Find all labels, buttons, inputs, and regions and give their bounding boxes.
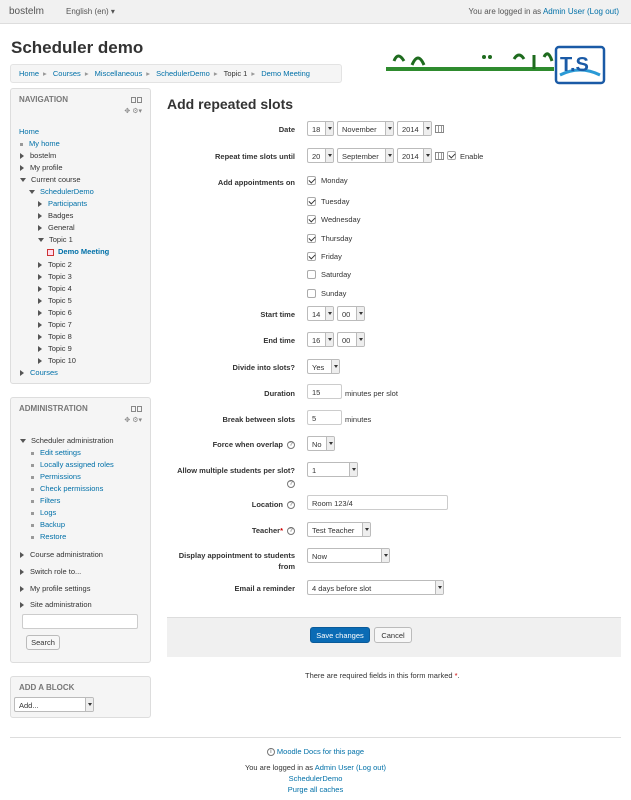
nav-topic-9[interactable] <box>38 344 72 353</box>
block-dock-icon[interactable] <box>130 96 142 103</box>
display-value: Now <box>312 552 328 561</box>
chevron-right-icon <box>20 602 24 608</box>
help-icon[interactable]: ? <box>287 441 295 449</box>
admin-backup[interactable] <box>31 520 65 529</box>
thursday-checkbox[interactable] <box>307 234 316 243</box>
nav-topic-2[interactable] <box>38 260 72 269</box>
display-select[interactable] <box>307 548 390 563</box>
breadcrumb-miscellaneous[interactable]: Miscellaneous <box>94 69 143 78</box>
end-hour-value: 16 <box>312 336 321 345</box>
end-minute-value: 00 <box>342 336 351 345</box>
required-fields-note: There are required fields in this form marked *. <box>305 671 460 680</box>
chevron-right-icon <box>38 274 42 280</box>
calendar-icon[interactable] <box>435 125 444 133</box>
nav-topic-1-label: Topic 1 <box>49 235 73 244</box>
email-reminder-label: Email a reminder <box>234 584 295 593</box>
admin-check-permissions-label[interactable]: Check permissions <box>40 484 104 493</box>
saturday-checkbox[interactable] <box>307 270 316 279</box>
caret-down-icon <box>384 554 388 557</box>
help-icon[interactable]: ? <box>287 527 295 535</box>
navigation-block <box>10 88 151 384</box>
add-block-select[interactable] <box>14 697 94 712</box>
date-year-select[interactable] <box>397 121 432 136</box>
nav-topic-label: Topic 2 <box>48 260 72 269</box>
tuesday-checkbox[interactable] <box>307 197 316 206</box>
nav-course[interactable] <box>29 187 94 196</box>
caret-down-icon <box>329 442 333 445</box>
admin-backup-label[interactable]: Backup <box>40 520 66 529</box>
footer-course <box>0 774 631 783</box>
chevron-right-icon <box>38 358 42 364</box>
breadcrumb-separator: ▸ <box>43 69 47 78</box>
start-hour-value: 14 <box>312 310 321 319</box>
divide-select[interactable] <box>307 359 340 374</box>
admin-switch-role-label: Switch role to... <box>30 567 82 576</box>
cancel-button[interactable]: Cancel <box>374 627 412 643</box>
caret-down-icon <box>426 154 430 157</box>
friday-checkbox[interactable] <box>307 252 316 261</box>
required-note-text: There are required fields in this form marked <box>305 671 453 680</box>
chevron-right-icon <box>20 153 24 159</box>
help-icon[interactable]: ? <box>287 480 295 488</box>
start-minute-value: 00 <box>342 310 351 319</box>
footer-course-link[interactable]: SchedulerDemo <box>288 774 343 783</box>
nav-courses-label[interactable]: Courses <box>30 368 58 377</box>
location-label <box>252 500 295 509</box>
admin-edit-settings-label[interactable]: Edit settings <box>40 448 81 457</box>
nav-demo-meeting[interactable] <box>47 247 109 256</box>
nav-topic-label: Topic 7 <box>48 320 72 329</box>
chevron-down-icon: ▾ <box>110 7 115 16</box>
nav-bostelm[interactable] <box>20 151 56 160</box>
admin-local-roles-label[interactable]: Locally assigned roles <box>40 460 114 469</box>
nav-topic-5[interactable] <box>38 296 72 305</box>
nav-current-course-label: Current course <box>31 175 81 184</box>
sunday-checkbox[interactable] <box>307 289 316 298</box>
nav-demo-meeting-label[interactable]: Demo Meeting <box>58 247 110 256</box>
date-label: Date <box>278 125 295 134</box>
thursday-label: Thursday <box>321 234 353 243</box>
nav-current-course[interactable] <box>20 175 81 184</box>
display-label-line-2: from <box>278 562 295 571</box>
navigation-block-title: NAVIGATION <box>19 95 69 104</box>
saturday-label: Saturday <box>321 270 352 279</box>
svg-text:T.S: T.S <box>560 54 589 76</box>
chevron-right-icon <box>20 165 24 171</box>
breadcrumb-topic: Topic 1 <box>223 69 248 78</box>
nav-topic-label: Topic 4 <box>48 284 72 293</box>
admin-logs-label[interactable]: Logs <box>40 508 57 517</box>
location-input[interactable]: Room 123/4 <box>307 495 448 510</box>
wednesday-checkbox[interactable] <box>307 215 316 224</box>
admin-restore-label[interactable]: Restore <box>40 532 67 541</box>
language-label: English (en) <box>66 7 109 16</box>
breadcrumb-separator: ▸ <box>84 69 89 78</box>
save-changes-button[interactable]: Save changes <box>310 627 370 643</box>
move-gear-icon[interactable]: ✥ ⚙▾ <box>124 108 142 115</box>
teacher-label-text: Teacher <box>251 526 281 535</box>
admin-switch-role[interactable] <box>20 567 81 576</box>
nav-courses[interactable] <box>20 368 58 377</box>
repeat-year-select[interactable] <box>397 148 432 163</box>
bullet-icon <box>31 452 34 455</box>
moodle-docs-link[interactable]: Moodle Docs for this page <box>276 747 365 756</box>
duration-label: Duration <box>264 389 295 398</box>
required-asterisk: * <box>454 671 458 680</box>
divide-value: Yes <box>312 363 325 372</box>
chevron-right-icon <box>20 552 24 558</box>
caret-down-icon <box>328 312 332 315</box>
wednesday-label: Wednesday <box>321 215 361 224</box>
nav-topic-label: Topic 5 <box>48 296 72 305</box>
chevron-down-icon <box>29 190 35 194</box>
nav-topic-label: Topic 3 <box>48 272 72 281</box>
repeat-enable-label: Enable <box>460 152 484 161</box>
admin-logs[interactable] <box>31 508 56 517</box>
force-overlap-select[interactable] <box>307 436 335 451</box>
admin-search-input[interactable] <box>22 614 138 629</box>
date-day-select[interactable] <box>307 121 334 136</box>
caret-down-icon <box>359 338 363 341</box>
chevron-right-icon <box>38 298 42 304</box>
repeat-month-select[interactable] <box>337 148 394 163</box>
footer-login-info <box>0 763 631 772</box>
nav-topic-1[interactable] <box>38 235 73 244</box>
nav-general-label: General <box>48 223 75 232</box>
email-reminder-value: 4 days before slot <box>312 584 372 593</box>
repeat-year-value: 2014 <box>402 152 419 161</box>
login-prefix: You are logged in as <box>468 7 542 16</box>
multi-students-label: Allow multiple students per slot? <box>177 466 295 475</box>
bullet-icon <box>31 524 34 527</box>
force-overlap-value: No <box>312 440 322 449</box>
monday-label: Monday <box>321 176 348 185</box>
admin-profile-settings-label: My profile settings <box>30 584 91 593</box>
nav-topic-label: Topic 6 <box>48 308 72 317</box>
breadcrumb-home[interactable]: Home <box>19 69 40 78</box>
force-overlap-label <box>213 440 295 449</box>
nav-topic-7[interactable] <box>38 320 72 329</box>
admin-profile-settings[interactable] <box>20 584 90 593</box>
caret-down-icon <box>334 365 338 368</box>
page-title: Scheduler demo <box>11 38 144 57</box>
chevron-right-icon <box>20 370 24 376</box>
admin-restore[interactable] <box>31 532 66 541</box>
caret-down-icon <box>388 154 392 157</box>
caret-down-icon <box>359 312 363 315</box>
site-logo <box>384 43 610 89</box>
nav-course-label[interactable]: SchedulerDemo <box>40 187 94 196</box>
break-input[interactable]: 5 <box>307 410 342 425</box>
add-block-block <box>10 676 151 718</box>
bullet-icon <box>20 143 23 146</box>
footer-login-prefix: You are logged in as <box>244 763 314 772</box>
start-minute-select[interactable] <box>337 306 365 321</box>
tuesday-label: Tuesday <box>321 197 350 206</box>
nav-badges-label: Badges <box>48 211 74 220</box>
caret-down-icon <box>352 468 356 471</box>
add-block-select-value: Add... <box>19 701 39 710</box>
nav-topic-label: Topic 8 <box>48 332 72 341</box>
chevron-right-icon <box>20 569 24 575</box>
nav-topic-10[interactable] <box>38 356 76 365</box>
admin-site-label: Site administration <box>30 600 92 609</box>
repeat-month-value: September <box>342 152 379 161</box>
breadcrumb-separator: ▸ <box>213 69 218 78</box>
multi-students-select[interactable] <box>307 462 358 477</box>
multi-students-value: 1 <box>312 466 317 475</box>
logout-link[interactable]: (Log out) <box>586 7 619 16</box>
caret-down-icon <box>438 586 442 589</box>
nav-my-home[interactable] <box>20 139 60 148</box>
nav-general[interactable] <box>38 223 75 232</box>
chevron-down-icon <box>20 439 26 443</box>
caret-down-icon <box>365 528 369 531</box>
breadcrumb <box>10 64 342 83</box>
footer-user-link[interactable]: Admin User <box>314 763 354 772</box>
administration-block-title: ADMINISTRATION <box>19 404 88 413</box>
repeat-enable-checkbox[interactable] <box>447 151 456 160</box>
admin-search-button[interactable]: Search <box>26 635 60 650</box>
admin-scheduler-label: Scheduler administration <box>31 436 114 445</box>
repeat-day-select[interactable] <box>307 148 334 163</box>
chevron-right-icon <box>20 586 24 592</box>
chevron-right-icon <box>38 346 42 352</box>
nav-topic-label: Topic 10 <box>48 356 76 365</box>
chevron-right-icon <box>38 262 42 268</box>
date-month-value: November <box>342 125 377 134</box>
duration-unit: minutes per slot <box>345 389 398 398</box>
start-time-label: Start time <box>260 310 295 319</box>
nav-topic-label: Topic 9 <box>48 344 72 353</box>
footer-logout-link[interactable]: (Log out) <box>356 763 387 772</box>
footer-purge <box>0 785 631 794</box>
break-label: Break between slots <box>222 415 295 424</box>
scheduler-icon <box>47 249 54 256</box>
nav-topic-8[interactable] <box>38 332 72 341</box>
monday-checkbox[interactable] <box>307 176 316 185</box>
chevron-right-icon <box>38 286 42 292</box>
chevron-right-icon <box>38 322 42 328</box>
end-hour-select[interactable] <box>307 332 334 347</box>
nav-my-profile-label: My profile <box>30 163 63 172</box>
sunday-label: Sunday <box>321 289 347 298</box>
nav-home[interactable]: Home <box>19 127 40 136</box>
bullet-icon <box>31 500 34 503</box>
admin-permissions-label[interactable]: Permissions <box>40 472 81 481</box>
repeat-until-label: Repeat time slots until <box>214 152 295 161</box>
admin-course-label: Course administration <box>30 550 103 559</box>
display-label-line-1: Display appointment to students <box>178 551 295 560</box>
days-label: Add appointments on <box>217 178 295 187</box>
move-gear-icon[interactable]: ✥ ⚙▾ <box>124 417 142 424</box>
admin-course[interactable] <box>20 550 103 559</box>
location-label-text: Location <box>251 500 283 509</box>
duration-input[interactable]: 15 <box>307 384 342 399</box>
date-day-value: 18 <box>312 125 321 134</box>
form-title: Add repeated slots <box>167 96 294 112</box>
chevron-down-icon <box>38 238 44 242</box>
chevron-right-icon <box>38 334 42 340</box>
caret-down-icon <box>388 127 392 130</box>
caret-down-icon <box>88 703 92 706</box>
chevron-right-icon <box>38 201 42 207</box>
nav-participants-label[interactable]: Participants <box>48 199 88 208</box>
date-year-value: 2014 <box>402 125 419 134</box>
language-menu[interactable] <box>66 7 115 16</box>
user-link[interactable]: Admin User <box>542 7 585 16</box>
force-overlap-label-text: Force when overlap <box>212 440 283 449</box>
start-hour-select[interactable] <box>307 306 334 321</box>
chevron-right-icon <box>38 225 42 231</box>
caret-down-icon <box>328 338 332 341</box>
nav-topic-4[interactable] <box>38 284 72 293</box>
end-time-label: End time <box>263 336 295 345</box>
admin-filters-label[interactable]: Filters <box>40 496 61 505</box>
purge-caches-link[interactable]: Purge all caches <box>287 785 344 794</box>
teacher-select[interactable] <box>307 522 371 537</box>
breadcrumb-course[interactable]: SchedulerDemo <box>156 69 210 78</box>
teacher-label <box>252 526 295 535</box>
admin-check-permissions[interactable] <box>31 484 103 493</box>
admin-scheduler[interactable] <box>20 436 114 445</box>
nav-bostelm-label: bostelm <box>30 151 57 160</box>
caret-down-icon <box>328 127 332 130</box>
chevron-right-icon <box>38 213 42 219</box>
breadcrumb-separator: ▸ <box>251 69 256 78</box>
email-reminder-select[interactable] <box>307 580 444 595</box>
breadcrumb-separator: ▸ <box>146 69 150 78</box>
teacher-value: Test Teacher <box>312 526 355 535</box>
nav-my-profile[interactable] <box>20 163 63 172</box>
nav-topic-6[interactable] <box>38 308 72 317</box>
repeat-day-value: 20 <box>312 152 321 161</box>
nav-topic-3[interactable] <box>38 272 72 281</box>
nav-my-home-label[interactable]: My home <box>29 139 60 148</box>
chevron-right-icon <box>38 310 42 316</box>
admin-edit-settings[interactable] <box>31 448 81 457</box>
admin-permissions[interactable] <box>31 472 81 481</box>
nav-participants[interactable] <box>38 199 87 208</box>
end-minute-select[interactable] <box>337 332 365 347</box>
required-asterisk: * <box>280 526 283 535</box>
bullet-icon <box>31 464 34 467</box>
chevron-down-icon <box>20 178 26 182</box>
friday-label: Friday <box>321 252 342 261</box>
breadcrumb-courses[interactable]: Courses <box>52 69 81 78</box>
administration-block <box>10 397 151 663</box>
info-icon: i <box>267 748 275 756</box>
footer-divider <box>10 737 621 738</box>
block-dock-icon[interactable] <box>130 405 142 412</box>
site-name-link[interactable]: bostelm <box>9 6 45 17</box>
bullet-icon <box>31 536 34 539</box>
add-block-title: ADD A BLOCK <box>19 683 75 692</box>
caret-down-icon <box>426 127 430 130</box>
nav-badges[interactable] <box>38 211 73 220</box>
break-unit: minutes <box>345 415 372 424</box>
breadcrumb-activity[interactable]: Demo Meeting <box>261 69 310 78</box>
calendar-icon[interactable] <box>435 152 444 160</box>
login-info <box>469 7 620 16</box>
divide-label: Divide into slots? <box>232 363 295 372</box>
date-month-select[interactable] <box>337 121 394 136</box>
footer-docs <box>0 747 631 756</box>
admin-filters[interactable] <box>31 496 60 505</box>
admin-site[interactable] <box>20 600 92 609</box>
admin-local-roles[interactable] <box>31 460 114 469</box>
bullet-icon <box>31 512 34 515</box>
bullet-icon <box>31 476 34 479</box>
help-icon[interactable]: ? <box>287 501 295 509</box>
caret-down-icon <box>328 154 332 157</box>
bullet-icon <box>31 488 34 491</box>
